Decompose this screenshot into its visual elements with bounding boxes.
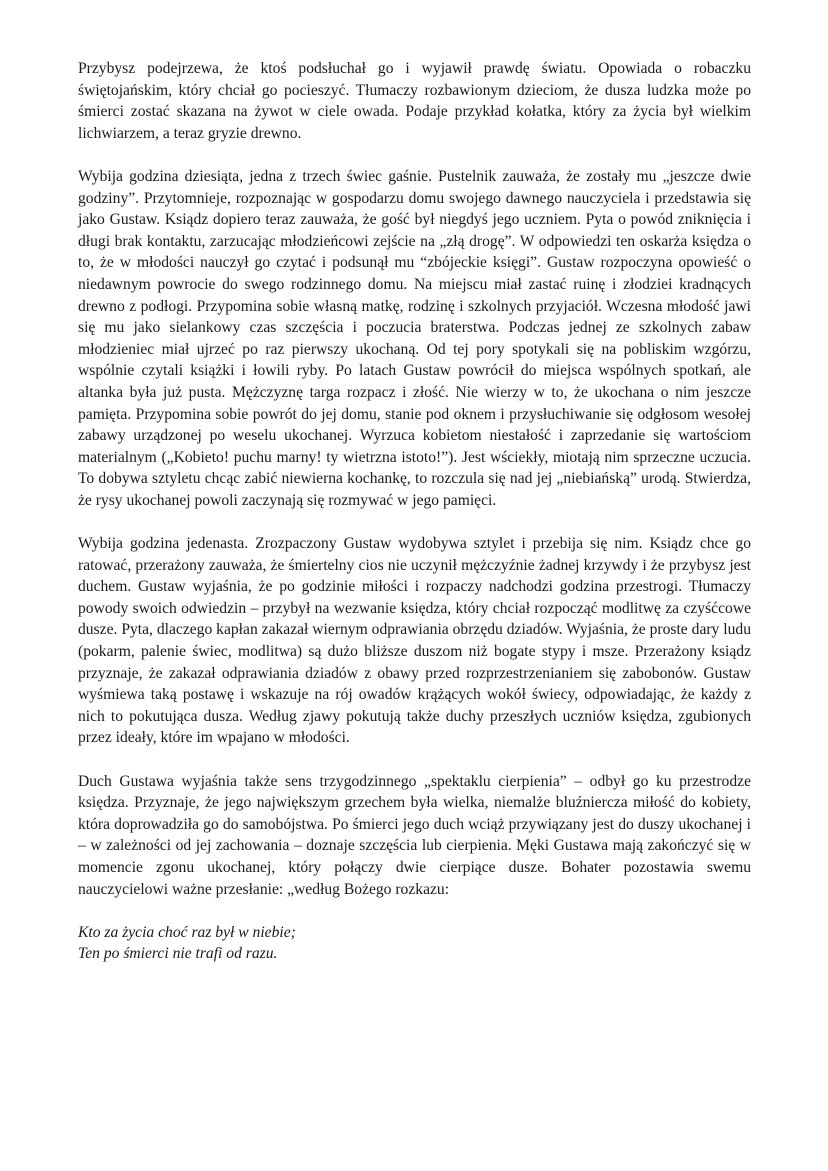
document-page (78, 58, 751, 965)
verse-line-2: Ten po śmierci nie trafi od razu. (78, 945, 278, 963)
paragraph-2: Wybija godzina dziesiąta, jedna z trzech świec gaśnie. Pustelnik zauważa, że zostały mu „jeszcze dwie godziny”. Przytomnieje, rozpoznając w gospodarzu domu swojego dawnego nauczyciela i przedstawia się jako Gustaw. Ksiądz dopiero teraz zauważa, że gość był niegdyś jego uczniem. Pyta o powód zniknięcia i długi brak kontaktu, zarzucając młodzieńcowi zejście na „złą drogę”. W odpowiedzi ten oskarża księdza o to, że w młodości nauczył go czytać i podsunął mu “zbójeckie księgi”. Gustaw rozpoczyna opowieść o niedawnym powrocie do swego rodzinnego domu. Na miejscu miał zastać ruinę i złodziei kradnących drewno z podłogi. Przypomina sobie własną matkę, rodzinę i szkolnych przyjaciół. Wczesna młodość jawi się mu jako sielankowy czas szczęścia i poczucia braterstwa. Podczas jednej ze szkolnych zabaw młodzieniec miał ujrzeć po raz pierwszy ukochaną. Od tej pory spotykali się na pobliskim wzgórzu, wspólnie czytali książki i łowili ryby. Po latach Gustaw powrócił do miejsca wspólnych spotkań, ale altanka była już pusta. Mężczyznę targa rozpacz i złość. Nie wierzy w to, że ukochana o nim jeszcze pamięta. Przypomina sobie powrót do jej domu, stanie pod oknem i przysłuchiwanie się odgłosom wesołej zabawy urządzonej po weselu ukochanej. Wyrzuca kobietom niestałość i zaprzedanie się wartościom materialnym („Kobieto! puchu marny! ty wietrzna istoto!”). Jest wściekły, miotają nim sprzeczne uczucia. To dobywa sztyletu chcąc zabić niewierna kochankę, to rozczula się nad jej „niebiańską” urodą. Stwierdza, że rysy ukochanej powoli zaczynają się rozmywać w jego pamięci. (78, 167, 751, 509)
verse-line-1: Kto za życia choć raz był w niebie; (78, 923, 296, 941)
verse-quote (78, 922, 751, 965)
paragraph-1: Przybysz podejrzewa, że ktoś podsłuchał go i wyjawił prawdę światu. Opowiada o robaczku świętojańskim, który chciał go pocieszyć. Tłumaczy rozbawionym dzieciom, że dusza ludzka może po śmierci zostać skazana na żywot w ciele owada. Podaje przykład kołatka, który za życia był wielkim lichwiarzem, a teraz gryzie drewno. (78, 60, 751, 142)
paragraph-4: Duch Gustawa wyjaśnia także sens trzygodzinnego „spektaklu cierpienia” – odbył go ku przestrodze księdza. Przyznaje, że jego największym grzechem była wielka, niemalże bluźniercza miłość do kobiety, która doprowadziła go do samobójstwa. Po śmierci jego duch wciąż przywiązany jest do duszy ukochanej i – w zależności od jej zachowania – doznaje szczęścia lub cierpienia. Męki Gustawa mają zakończyć się w momencie zgonu ukochanej, który połączy dwie cierpiące dusze. Bohater pozostawia swemu nauczycielowi ważne przesłanie: „według Bożego rozkazu: (78, 772, 751, 898)
paragraph-3: Wybija godzina jedenasta. Zrozpaczony Gustaw wydobywa sztylet i przebija się nim. Ksiądz chce go ratować, przerażony zauważa, że śmiertelny cios nie uczynił mężczyźnie żadnej krzywdy i że przybysz jest duchem. Gustaw wyjaśnia, że po godzinie miłości i rozpaczy nadchodzi godzina przestrogi. Tłumaczy powody swoich odwiedzin – przybył na wezwanie księdza, który chciał rozpocząć modlitwę za czyśćcowe dusze. Pyta, dlaczego kapłan zakazał wiernym odprawiania obrzędu dziadów. Wyjaśnia, że proste dary ludu (pokarm, palenie świec, modlitwa) są dużo bliższe duszom niż bogate stypy i msze. Przerażony ksiądz przyznaje, że zakazał odprawiania dziadów z obawy przed rozprzestrzenianiem się zabobonów. Gustaw wyśmiewa taką postawę i wskazuje na rój owadów krążących wokół świecy, odpowiadając, że każdy z nich to pokutująca dusza. Według zjawy pokutują także duchy przeszłych uczniów księdza, zgubionych przez ideały, które im wpajano w młodości. (78, 535, 751, 747)
